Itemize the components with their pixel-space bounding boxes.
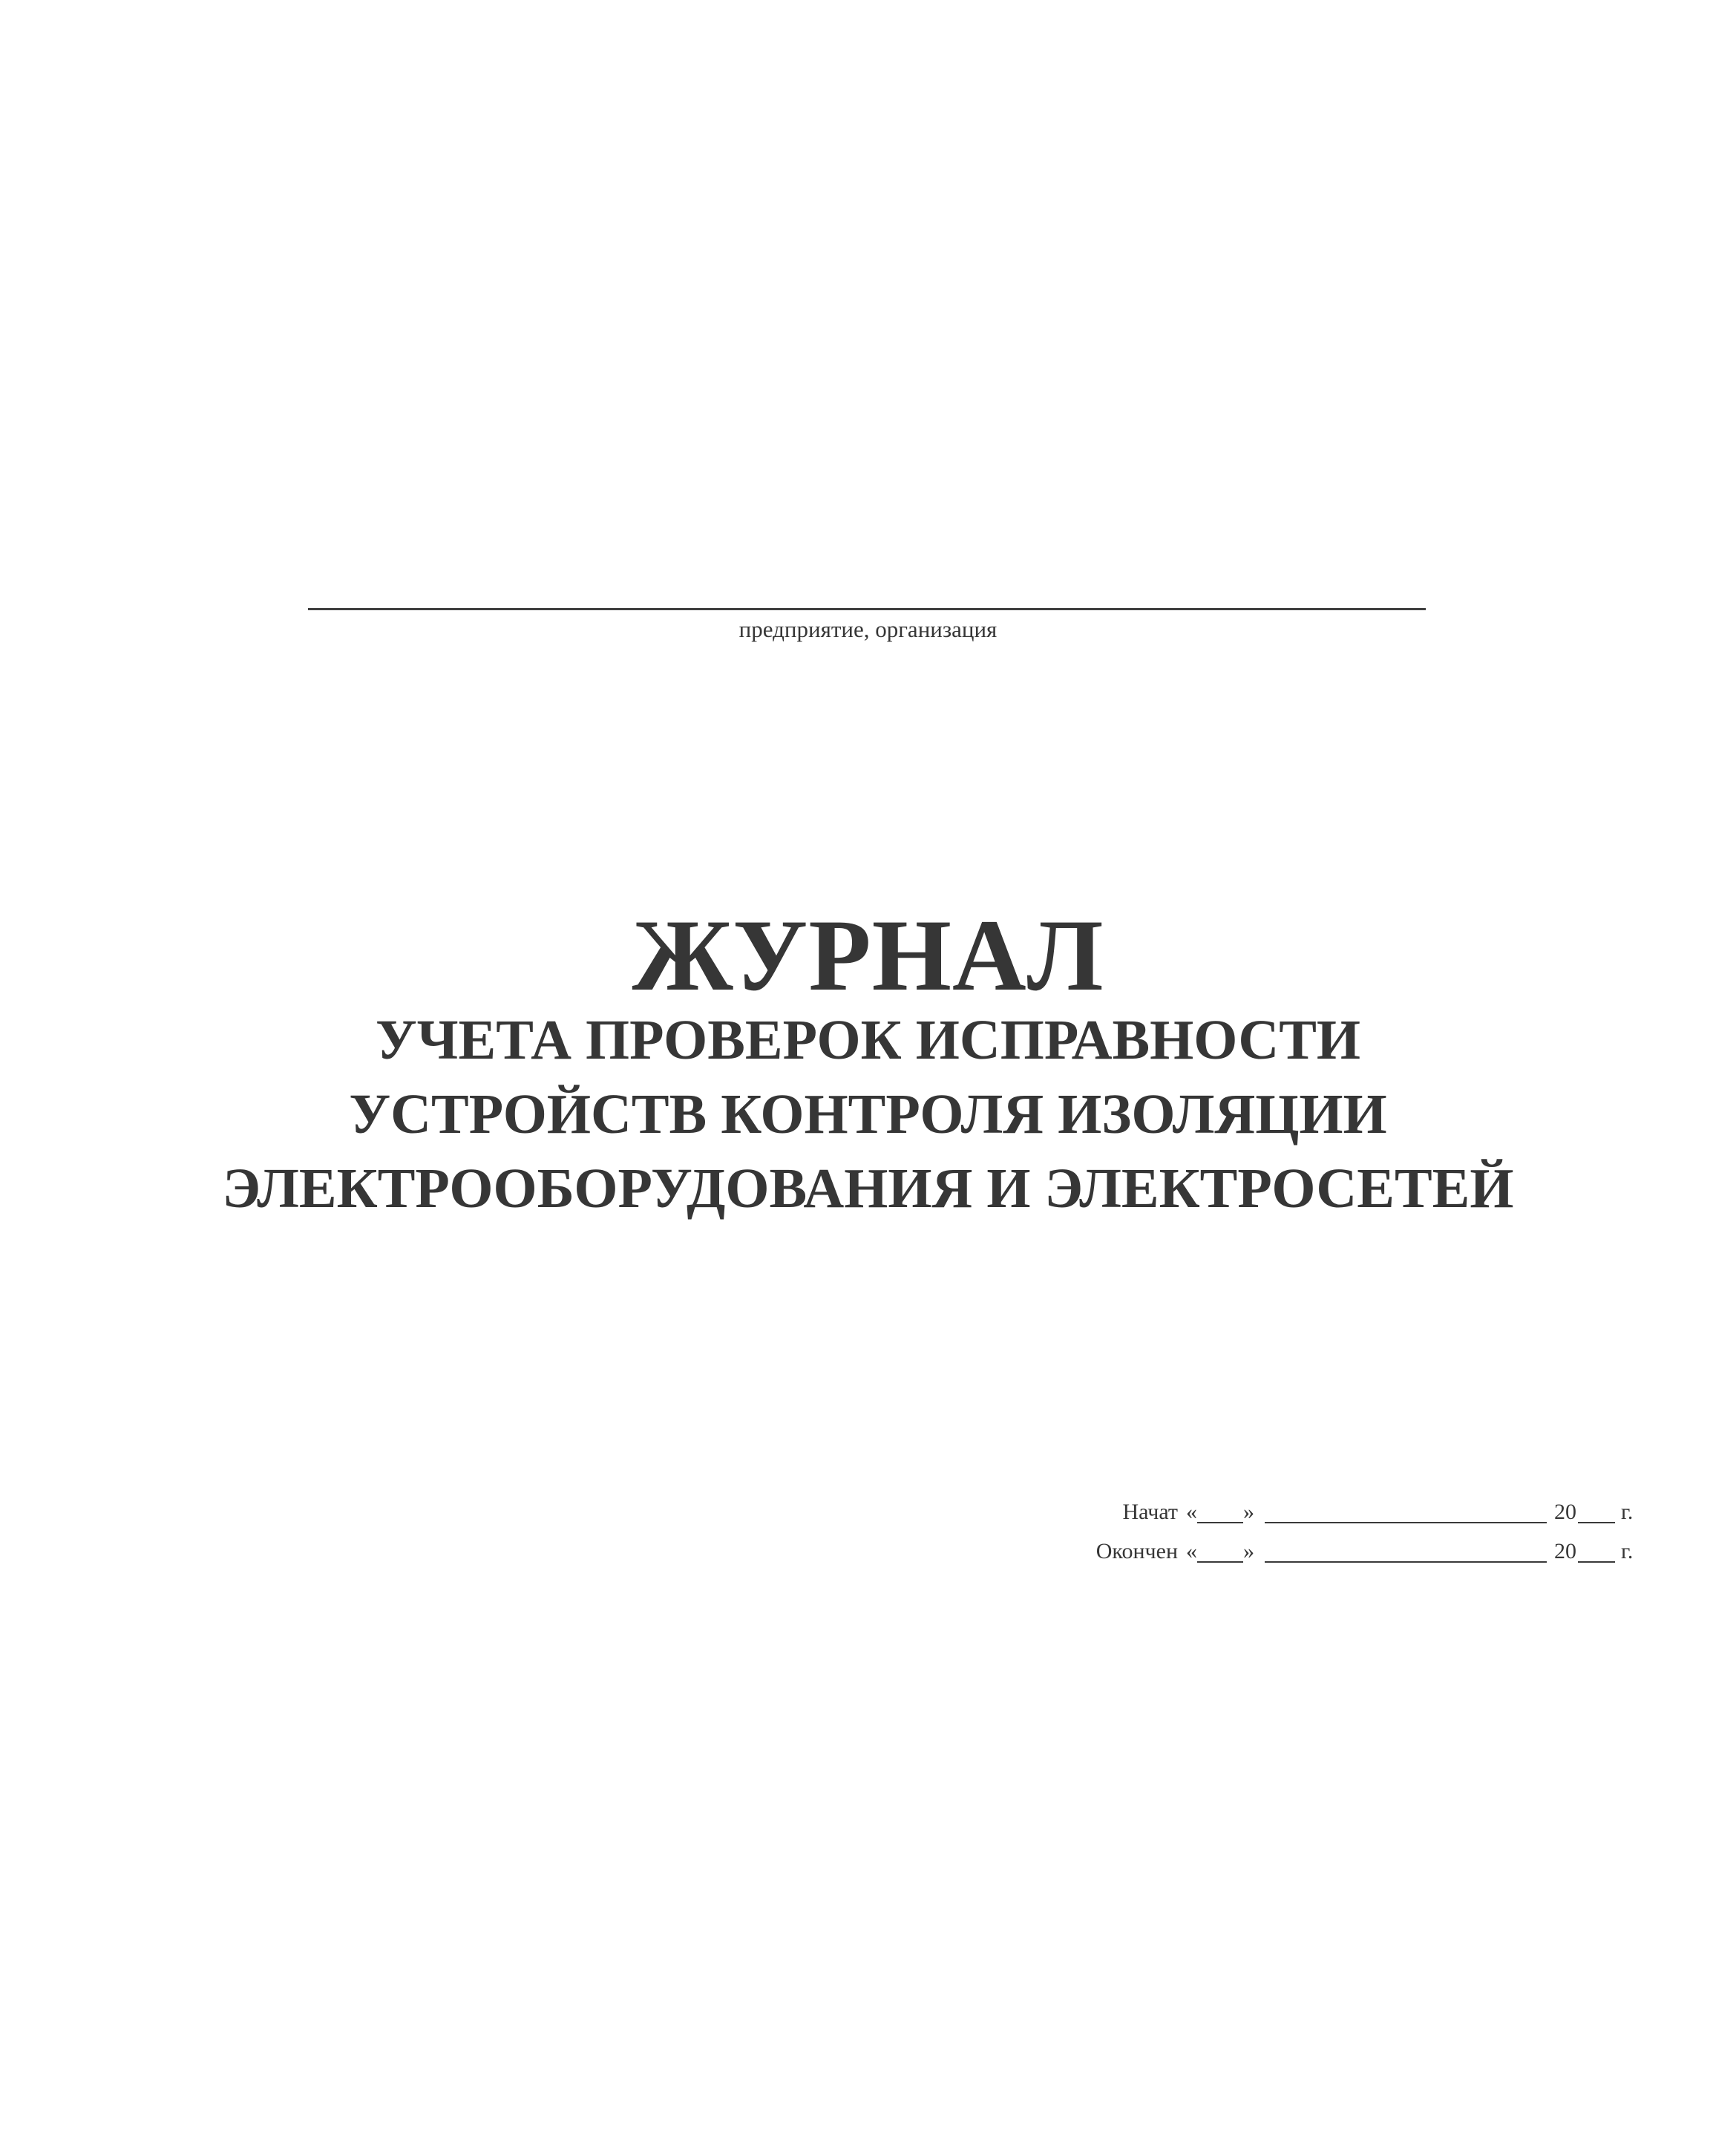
journal-subtitle-line-1: УЧЕТА ПРОВЕРОК ИСПРАВНОСТИ: [375, 1009, 1361, 1071]
started-year-suffix: г.: [1621, 1500, 1634, 1524]
finished-year-blank: [1578, 1552, 1615, 1563]
finished-year-suffix: г.: [1621, 1539, 1634, 1563]
finished-date-row: [1039, 1540, 1633, 1563]
close-quote: »: [1243, 1500, 1254, 1524]
finished-month-blank: [1265, 1552, 1547, 1563]
organization-fill-line: [308, 608, 1426, 610]
open-quote: «: [1186, 1539, 1197, 1563]
finished-day-blank: [1197, 1552, 1243, 1563]
finished-year-prefix: 20: [1554, 1539, 1576, 1563]
started-label: Начат: [1122, 1500, 1178, 1524]
started-day-blank: [1197, 1513, 1243, 1523]
journal-subtitle-line-3: ЭЛЕКТРООБОРУДОВАНИЯ И ЭЛЕКТРОСЕТЕЙ: [222, 1157, 1514, 1220]
open-quote: «: [1186, 1500, 1197, 1524]
started-date-row: [1039, 1501, 1633, 1523]
journal-subtitle-line-2: УСТРОЙСТВ КОНТРОЛЯ ИЗОЛЯЦИИ: [349, 1083, 1387, 1145]
started-month-blank: [1265, 1513, 1547, 1523]
finished-label: Окончен: [1095, 1539, 1178, 1563]
close-quote: »: [1243, 1539, 1254, 1563]
organization-caption: предприятие, организация: [738, 616, 998, 642]
started-year-blank: [1578, 1513, 1615, 1523]
started-year-prefix: 20: [1554, 1500, 1576, 1524]
journal-title: ЖУРНАЛ: [632, 898, 1104, 1012]
